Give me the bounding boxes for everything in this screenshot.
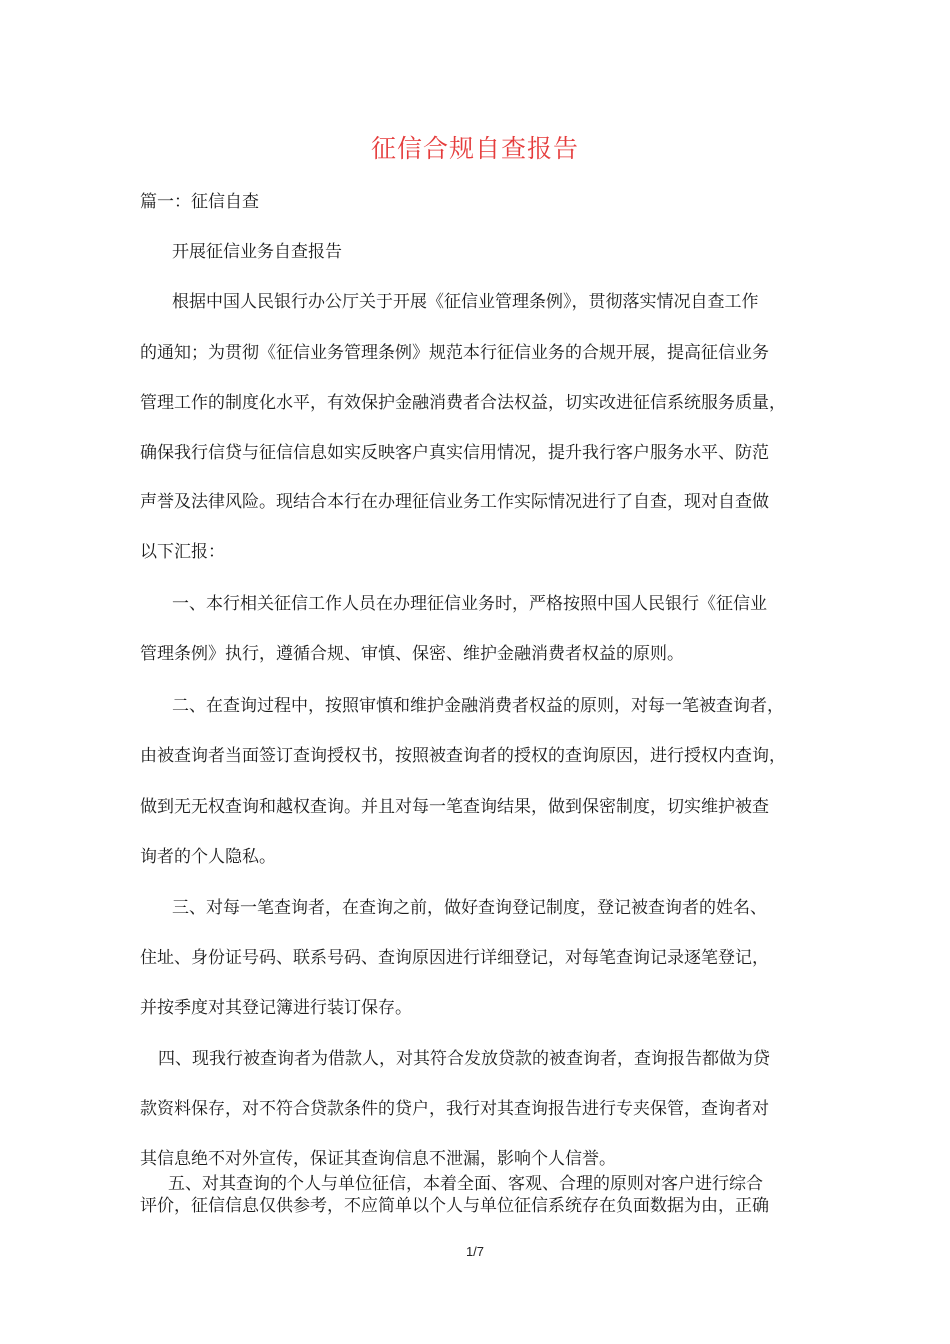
- paragraph-line: 五、对其查询的个人与单位征信，本着全面、客观、合理的原则对客户进行综合: [168, 1174, 763, 1194]
- paragraph-line: 管理工作的制度化水平，有效保护金融消费者合法权益，切实改进征信系统服务质量，: [140, 393, 786, 413]
- paragraph-line: 由被查询者当面签订查询授权书，按照被查询者的授权的查询原因，进行授权内查询，: [140, 746, 786, 766]
- paragraph-line: 以下汇报：: [140, 542, 225, 562]
- paragraph-line: 三、对每一笔查询者，在查询之前，做好查询登记制度，登记被查询者的姓名、: [172, 898, 767, 918]
- paragraph-line: 并按季度对其登记簿进行装订保存。: [140, 998, 412, 1018]
- paragraph-line: 住址、身份证号码、联系号码、查询原因进行详细登记，对每笔查询记录逐笔登记，: [140, 948, 769, 968]
- paragraph-line: 其信息绝不对外宣传，保证其查询信息不泄漏，影响个人信誉。: [140, 1149, 616, 1169]
- report-subtitle: 开展征信业务自查报告: [172, 242, 342, 262]
- paragraph-line: 做到无无权查询和越权查询。并且对每一笔查询结果，做到保密制度，切实维护被查: [140, 797, 769, 817]
- paragraph-line: 询者的个人隐私。: [140, 847, 276, 867]
- paragraph-line: 款资料保存，对不符合贷款条件的贷户，我行对其查询报告进行专夹保管，查询者对: [140, 1099, 769, 1119]
- document-title: 征信合规自查报告: [370, 134, 579, 163]
- section-heading: 篇一：征信自查: [140, 192, 259, 212]
- paragraph-line: 管理条例》执行，遵循合规、审慎、保密、维护金融消费者权益的原则。: [140, 644, 684, 664]
- paragraph-line: 根据中国人民银行办公厅关于开展《征信业管理条例》，贯彻落实情况自查工作: [172, 292, 759, 312]
- paragraph-line: 的通知；为贯彻《征信业务管理条例》规范本行征信业务的合规开展，提高征信业务: [140, 343, 769, 363]
- paragraph-line: 确保我行信贷与征信信息如实反映客户真实信用情况，提升我行客户服务水平、防范: [140, 443, 769, 463]
- page-number: 1/7: [465, 1244, 485, 1259]
- paragraph-line: 一、本行相关征信工作人员在办理征信业务时，严格按照中国人民银行《征信业: [172, 594, 767, 614]
- paragraph-line: 二、在查询过程中，按照审慎和维护金融消费者权益的原则，对每一笔被查询者，: [172, 696, 784, 716]
- paragraph-line: 四、现我行被查询者为借款人，对其符合发放贷款的被查询者，查询报告都做为贷: [158, 1049, 770, 1069]
- paragraph-line: 声誉及法律风险。现结合本行在办理征信业务工作实际情况进行了自查，现对自查做: [140, 492, 769, 512]
- paragraph-line: 评价，征信信息仅供参考，不应简单以个人与单位征信系统存在负面数据为由，正确: [140, 1196, 769, 1216]
